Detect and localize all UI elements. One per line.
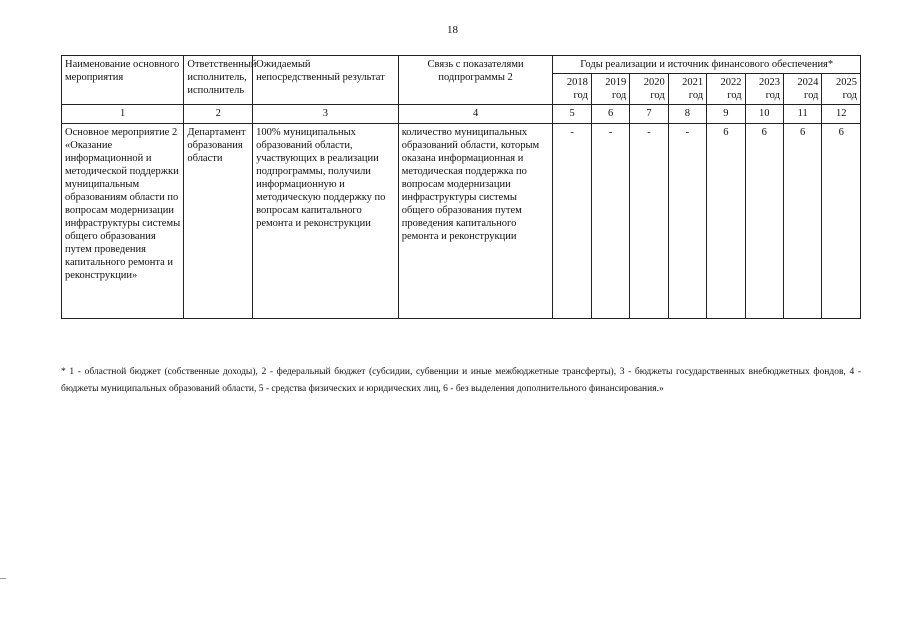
year-value-cell: 6 bbox=[783, 124, 821, 319]
column-index: 4 bbox=[398, 105, 553, 124]
year-header: 2018 год bbox=[553, 74, 591, 105]
column-index-row bbox=[62, 105, 861, 124]
year-header: 2025 год bbox=[822, 74, 861, 105]
year-value-cell: 6 bbox=[822, 124, 861, 319]
year-header: 2019 год bbox=[591, 74, 629, 105]
column-index: 6 bbox=[591, 105, 629, 124]
header-indicator: Связь с показателями подпрограммы 2 bbox=[398, 56, 553, 105]
responsible-cell: Департамент образования области bbox=[184, 124, 253, 319]
footnote: * 1 - областной бюджет (собственные доходы), 2 - федеральный бюджет (субсидии, субвенции и иные межбюджетные трансферты), 3 - бюджеты государственных внебюджетных фондов, 4 - бюджеты муниципальных образований области, 5 - средства физических и юридических лиц, 6 - без выделения дополнительного финансирования.» bbox=[61, 367, 861, 394]
year-value-cell: - bbox=[553, 124, 591, 319]
column-index: 12 bbox=[822, 105, 861, 124]
indicator-cell: количество муниципальных образований области, которым оказана информационная и методическая поддержка по вопросам модернизации инфраструктуры системы общего образования путем проведения капитального ремонта и реконструкции bbox=[398, 124, 553, 319]
column-index: 2 bbox=[184, 105, 253, 124]
table-row bbox=[62, 124, 861, 319]
header-years-group: Годы реализации и источник финансового обеспечения* bbox=[553, 56, 861, 74]
column-index: 8 bbox=[668, 105, 706, 124]
year-value-cell: - bbox=[630, 124, 668, 319]
header-result: Ожидаемый непосредственный результат bbox=[253, 56, 399, 105]
year-header: 2024 год bbox=[783, 74, 821, 105]
year-header: 2020 год bbox=[630, 74, 668, 105]
result-cell: 100% муниципальных образований области, участвующих в реализации подпрограммы, получили информационную и методическую поддержку по вопросам капитального ремонта и реконструкции bbox=[253, 124, 399, 319]
header-row bbox=[62, 56, 861, 74]
column-index: 5 bbox=[553, 105, 591, 124]
year-value-cell: 6 bbox=[745, 124, 783, 319]
year-value-cell: - bbox=[591, 124, 629, 319]
activities-table bbox=[61, 55, 861, 319]
column-index: 1 bbox=[62, 105, 184, 124]
column-index: 3 bbox=[253, 105, 399, 124]
header-activity: Наименование основного мероприятия bbox=[62, 56, 184, 105]
column-index: 11 bbox=[783, 105, 821, 124]
year-header: 2022 год bbox=[707, 74, 745, 105]
scan-edge-mark bbox=[0, 578, 6, 579]
year-header: 2021 год bbox=[668, 74, 706, 105]
activity-cell: Основное мероприятие 2 «Оказание информационной и методической поддержки муниципальным образованиям области по вопросам модернизации инфраструктуры системы общего образования путем проведения капитального ремонта и реконструкции» bbox=[62, 124, 184, 319]
column-index: 9 bbox=[707, 105, 745, 124]
column-index: 10 bbox=[745, 105, 783, 124]
header-responsible: Ответственный исполнитель, исполнитель bbox=[184, 56, 253, 105]
year-header: 2023 год bbox=[745, 74, 783, 105]
year-value-cell: - bbox=[668, 124, 706, 319]
year-value-cell: 6 bbox=[707, 124, 745, 319]
page-number: 18 bbox=[447, 24, 458, 36]
column-index: 7 bbox=[630, 105, 668, 124]
